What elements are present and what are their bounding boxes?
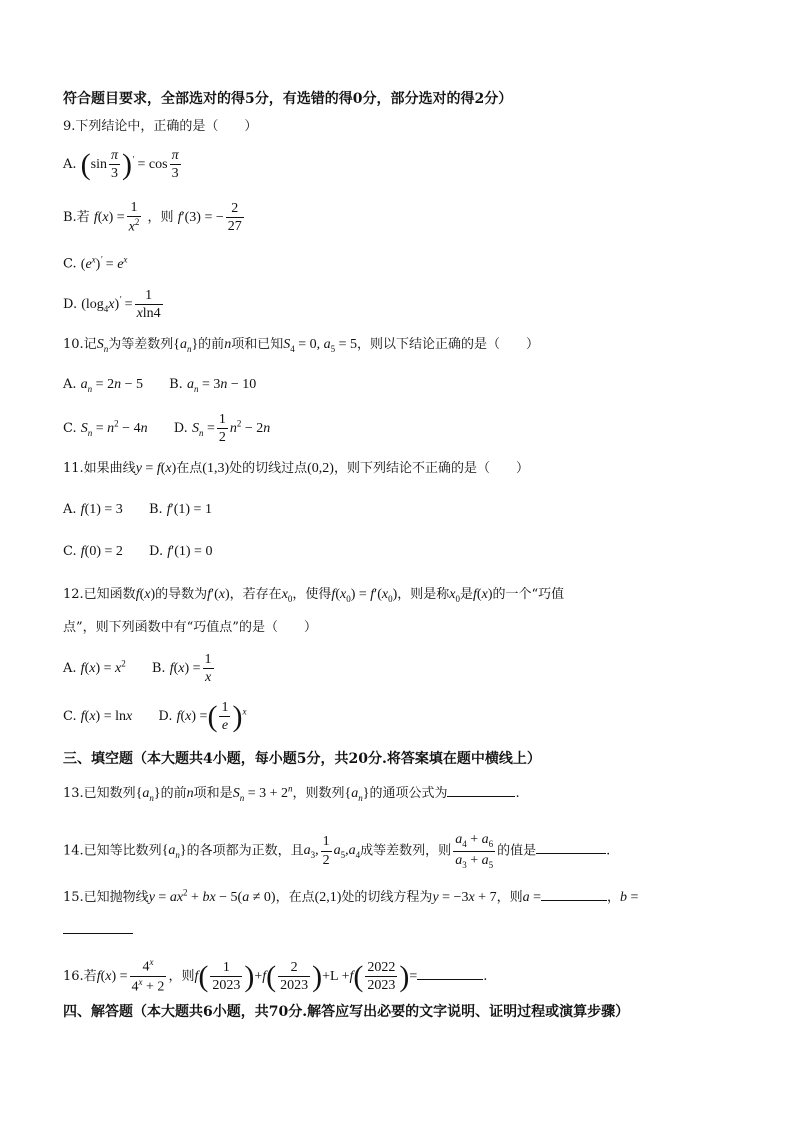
question-10-options-ab bbox=[63, 378, 256, 394]
text: ，在点 bbox=[275, 890, 315, 905]
answer-blank-a[interactable] bbox=[541, 887, 607, 901]
section-2-instructions: 符合题目要求，全部选对的得5分，有选错的得0分，部分选对的得2分） bbox=[63, 91, 513, 107]
text: . bbox=[515, 786, 520, 801]
option-label: A. bbox=[63, 502, 77, 517]
text: 14.已知等比数列 bbox=[63, 843, 162, 859]
option-label: A. bbox=[63, 157, 77, 173]
formula: $S_n$ = $\frac{1}{2}$ $n^2 - 2n$ bbox=[191, 412, 271, 446]
formula: f(0) = 2 bbox=[80, 544, 123, 559]
question-12-stem-line2: 点”，则下列函数中有“巧值点”的是（ ） bbox=[63, 620, 317, 635]
text: ，则以下结论正确的是（ ） bbox=[357, 337, 540, 352]
text: 16.若 bbox=[63, 968, 97, 984]
formula: $S_n$ bbox=[96, 337, 109, 354]
option-label: C. bbox=[63, 709, 77, 725]
question-9-option-b bbox=[63, 200, 246, 235]
option-label: A. bbox=[63, 377, 77, 392]
formula: (sin $\frac{\pi}{3}$ )′ = cos $\frac{\pi}{3}$ bbox=[80, 147, 179, 182]
formula: $\{a_n\}$ bbox=[173, 337, 199, 354]
text: 的前 bbox=[198, 337, 225, 352]
question-12-stem bbox=[63, 588, 564, 604]
text: ，则下列结论不正确的是（ ） bbox=[333, 461, 529, 476]
question-10-options-cd bbox=[63, 412, 270, 446]
text: 10.记 bbox=[63, 337, 97, 352]
text: 项和是 bbox=[193, 786, 233, 801]
formula: $S_n = n^2 - 4n$ bbox=[80, 418, 148, 438]
text: 处的切线方程为 bbox=[341, 890, 433, 905]
answer-blank-b[interactable] bbox=[63, 920, 133, 934]
formula: f′(3) = − $\frac{2}{27}$ bbox=[177, 200, 242, 235]
formula: f(x) = $\frac{1}{x}$ bbox=[169, 652, 212, 686]
text: 的各项都为正数，且 bbox=[186, 843, 304, 859]
text: 为等差数列 bbox=[108, 337, 174, 352]
text: 11.如果曲线 bbox=[63, 461, 136, 476]
text: 的前 bbox=[160, 786, 187, 801]
text: ，则 bbox=[147, 209, 174, 225]
question-13 bbox=[63, 783, 520, 803]
formula: $f(x) = x^2$ bbox=[80, 658, 126, 677]
question-12-options-ab bbox=[63, 652, 216, 686]
text: 的通项公式为 bbox=[369, 786, 448, 801]
text: 12.已知函数 bbox=[63, 587, 136, 602]
text: 是 bbox=[460, 587, 474, 602]
formula: n bbox=[186, 786, 194, 801]
formula: $\{a_n\}$ bbox=[135, 786, 161, 803]
formula: f′(x) bbox=[207, 587, 230, 602]
question-9-stem: 9.下列结论中，正确的是（ ） bbox=[63, 119, 258, 134]
text: 的值是 bbox=[497, 843, 537, 859]
formula: y = −3x + 7 bbox=[432, 890, 497, 905]
formula: $a_n = 3n - 10$ bbox=[186, 377, 257, 394]
formula: f(x) = lnx bbox=[80, 709, 133, 725]
answer-blank[interactable] bbox=[417, 966, 483, 980]
question-10-stem bbox=[63, 338, 539, 354]
section-4-heading: 四、解答题（本大题共6小题，共70分.解答应写出必要的文字说明、证明过程或演算步骤） bbox=[63, 1004, 630, 1020]
formula: $x_0$ bbox=[449, 587, 461, 604]
option-label: B. bbox=[148, 502, 163, 517]
text: ，若存在 bbox=[229, 587, 282, 602]
text: 15.已知抛物线 bbox=[63, 890, 149, 905]
option-label: A. bbox=[63, 661, 77, 677]
formula: y = f(x) bbox=[135, 461, 177, 476]
option-label: C. bbox=[63, 544, 77, 559]
formula: $x_0$ bbox=[281, 587, 293, 604]
formula: a = bbox=[522, 890, 541, 905]
text: ，则 bbox=[168, 968, 195, 984]
text: 项和已知 bbox=[231, 337, 284, 352]
text: 的导数为 bbox=[155, 587, 208, 602]
formula: $\{a_n\}$ bbox=[344, 786, 370, 803]
option-label: C. bbox=[63, 256, 77, 272]
formula: $y = ax^2$ + bx − 5(a ≠ 0) bbox=[148, 887, 276, 905]
option-label: B. bbox=[151, 661, 166, 677]
question-9-option-d bbox=[63, 288, 165, 322]
formula: $S_4 = 0$, $a_5 = 5$ bbox=[283, 337, 358, 354]
text: 成等差数列，则 bbox=[360, 843, 452, 859]
answer-blank[interactable] bbox=[447, 783, 515, 797]
formula: b = bbox=[620, 890, 639, 905]
question-16 bbox=[63, 958, 487, 995]
question-9-option-a bbox=[63, 148, 183, 182]
answer-blank[interactable] bbox=[536, 840, 606, 854]
text: ，使得 bbox=[292, 587, 332, 602]
formula: f(x) = $\frac{1}{x^2}$ bbox=[93, 200, 140, 236]
text: ，则 bbox=[496, 890, 523, 905]
text: . bbox=[483, 968, 488, 984]
question-14 bbox=[63, 832, 610, 870]
text: 在点 bbox=[176, 461, 203, 476]
formula: f′(1) = 1 bbox=[166, 502, 212, 517]
question-11-stem bbox=[63, 462, 529, 476]
formula: f(x) bbox=[473, 587, 493, 602]
text: 处的切线过点 bbox=[229, 461, 308, 476]
text: 13.已知数列 bbox=[63, 786, 136, 801]
text: . bbox=[606, 843, 611, 859]
formula: $\frac{a_4 + a_6}{a_3 + a_5}$ bbox=[455, 832, 494, 870]
option-label: D. bbox=[173, 421, 188, 437]
option-label: D. bbox=[149, 544, 164, 559]
text: 的一个“巧值 bbox=[492, 587, 565, 602]
formula: f( $\frac{1}{2023}$ )+f( $\frac{2}{2023}$ )+L +f( $\frac{2022}{2023}$ )= bbox=[194, 959, 418, 994]
text: ， bbox=[607, 890, 621, 905]
option-label: D. bbox=[158, 709, 173, 725]
question-9-option-c bbox=[63, 255, 127, 272]
question-11-options-ab bbox=[63, 503, 212, 517]
formula: f(x) =( $\frac{1}{e}$ )$^x$ bbox=[176, 699, 247, 734]
formula: f(x) = $\frac{4^x}{4^x + 2}$ bbox=[96, 957, 165, 995]
option-label: D. bbox=[63, 297, 78, 313]
option-label: B.若 bbox=[63, 209, 90, 225]
text: ，则是称 bbox=[397, 587, 450, 602]
question-11-options-cd bbox=[63, 545, 212, 559]
formula: $a_3$, $\frac{1}{2}$ $a_5,a_4$ bbox=[303, 834, 361, 868]
formula: n bbox=[224, 337, 232, 352]
question-15-line2 bbox=[63, 920, 133, 937]
option-label: C. bbox=[63, 421, 77, 437]
formula: (2,1) bbox=[314, 890, 342, 905]
formula: $f(x_0) = f'(x_0)$ bbox=[331, 587, 398, 604]
formula: $(e^x)' = e^x$ bbox=[80, 254, 128, 272]
formula: $a_n = 2n - 5$ bbox=[80, 377, 143, 394]
formula: f(1) = 3 bbox=[80, 502, 123, 517]
formula: f′(1) = 0 bbox=[167, 544, 213, 559]
formula: $\{a_n\}$ bbox=[161, 843, 187, 861]
formula: f(x) bbox=[135, 587, 156, 602]
formula: $S_n = 3 + 2^n$ bbox=[232, 783, 293, 803]
section-3-heading: 三、填空题（本大题共4小题，每小题5分，共20分.将答案填在题中横线上） bbox=[63, 751, 541, 767]
text: ，则数列 bbox=[292, 786, 345, 801]
formula: (0,2) bbox=[307, 461, 334, 476]
option-label: B. bbox=[169, 377, 183, 392]
question-12-options-cd bbox=[63, 700, 246, 734]
question-15 bbox=[63, 887, 638, 905]
formula: $(\log_4x)'$ = $\frac{1}{xln4}$ bbox=[81, 288, 161, 322]
formula: (1,3) bbox=[202, 461, 230, 476]
